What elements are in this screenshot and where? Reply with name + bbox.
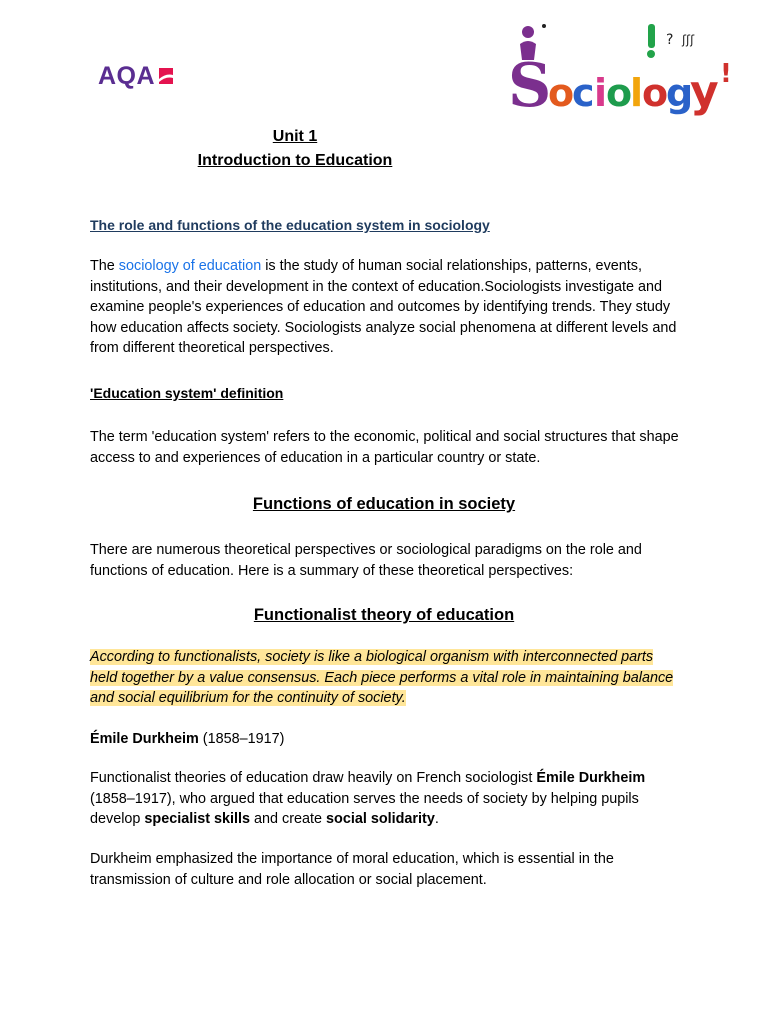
durkheim-text-1: Functionalist theories of education draw heavily on French sociologist (90, 770, 537, 786)
svg-text:!: ! (720, 59, 732, 89)
functions-paragraph: There are numerous theoretical perspectives or sociological paradigms on the role and functions of education. Here is a summary of these theoretical perspectives: (90, 542, 642, 579)
sociology-of-education-link[interactable]: sociology of education (118, 258, 262, 274)
social-solidarity: social solidarity (326, 811, 435, 828)
svg-text:?: ? (666, 32, 674, 48)
durkheim-dates: (1858–1917) (198, 731, 285, 747)
unit-label: Unit 1 (272, 128, 318, 145)
moral-paragraph: Durkheim emphasized the importance of moral education, which is essential in the transmission of culture and role allocation or social placement. (90, 851, 614, 888)
functionalist-quote (90, 647, 680, 709)
svg-text:l: l (630, 71, 644, 115)
aqa-logo-text: AQA (98, 61, 156, 90)
intro-post: is the study of human social relationships, patterns, events, institutions, and their development in the context of education.Sociologists investigate and examine people's experiences of education and outcomes by identifying trends. They study how education affects society. Sociologists analyze social phenomena at different levels and from different theoretical perspectives. (90, 258, 677, 357)
svg-text:g: g (666, 71, 694, 115)
aqa-logo (98, 52, 193, 100)
specialist-skills: specialist skills (144, 811, 251, 828)
durkheim-paragraph (90, 768, 680, 830)
sociology-logo (506, 20, 738, 120)
role-heading: The role and functions of the education system in sociology (90, 217, 490, 233)
svg-text:c: c (572, 71, 595, 115)
svg-text:y: y (690, 66, 719, 117)
functions-heading: Functions of education in society (252, 495, 516, 513)
svg-text:o: o (548, 71, 575, 115)
durkheim-name: Émile Durkheim (90, 731, 199, 747)
svg-text:o: o (606, 71, 633, 115)
aqa-swoosh-icon (157, 66, 175, 86)
durkheim-text-4: . (434, 811, 439, 828)
functionalist-heading: Functionalist theory of education (253, 606, 515, 624)
intro-pre: The (90, 258, 119, 274)
svg-text:ʃʃʃ: ʃʃʃ (682, 33, 695, 47)
svg-text:o: o (642, 71, 669, 115)
page-title: Introduction to Education (197, 152, 393, 169)
intro-paragraph (90, 256, 680, 359)
durkheim-line (90, 729, 680, 750)
durkheim-text-2: (1858–1917), who argued that education serves the needs of society by helping pupils develop (90, 790, 639, 828)
durkheim-bold-name: Émile Durkheim (536, 770, 646, 786)
svg-text:i: i (594, 71, 608, 115)
durkheim-text-3: and create (250, 811, 327, 828)
definition-paragraph: The term 'education system' refers to the economic, political and social structures that shape access to and experiences of education in a particular country or state. (90, 429, 679, 466)
highlighted-quote: According to functionalists, society is like a biological organism with interconnected parts held together by a value consensus. Each piece performs a vital role in maintaining balance and social equilibrium for the continuity of society. (90, 649, 674, 707)
definition-heading: 'Education system' definition (90, 385, 284, 401)
svg-text:S: S (508, 51, 552, 120)
